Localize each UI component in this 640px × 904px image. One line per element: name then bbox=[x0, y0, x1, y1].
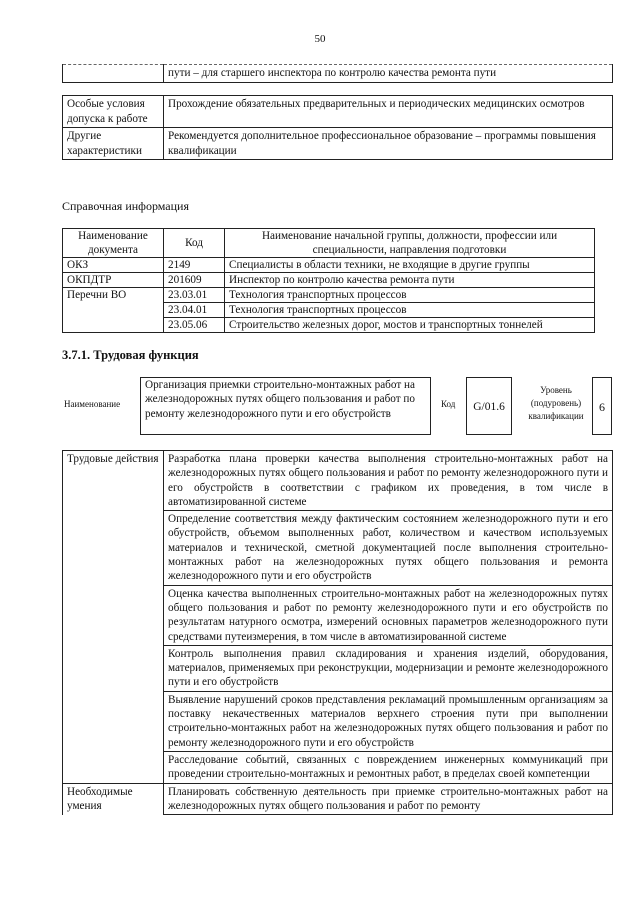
cell-name: Технология транспортных процессов bbox=[225, 288, 595, 303]
reference-header-row bbox=[63, 229, 595, 258]
reference-title: Справочная информация bbox=[62, 199, 189, 213]
skills-row bbox=[63, 783, 613, 815]
conditions-table bbox=[62, 95, 613, 160]
action-row bbox=[63, 585, 613, 645]
action-row bbox=[63, 691, 613, 751]
qualification-level-label: Уровень (подуровень) квалификации bbox=[528, 385, 584, 421]
condition-value: Прохождение обязательных предварительных и периодических медицинских осмотров bbox=[164, 96, 613, 128]
cell-code: 201609 bbox=[164, 273, 225, 288]
function-name-label: Наименование bbox=[64, 399, 121, 409]
top-fragment-table bbox=[62, 64, 613, 83]
cell-code: 23.05.06 bbox=[164, 318, 225, 333]
cell-code: 23.04.01 bbox=[164, 303, 225, 318]
action-item: Разработка плана проверки качества выполнения строительно-монтажных работ на железнодорожных путях общего пользования и работ по ремонту железнодорожного пути и его обустройств в соответствии с графиком их проведения, в том числе в автоматизированной системе bbox=[164, 451, 613, 511]
actions-label-blank bbox=[63, 645, 164, 691]
table-row bbox=[63, 273, 595, 288]
actions-label: Трудовые действия bbox=[63, 451, 164, 511]
page-number: 50 bbox=[314, 33, 326, 45]
cell-doc: ОКПДТР bbox=[63, 273, 164, 288]
table-row bbox=[63, 288, 595, 303]
top-fragment-text: пути – для старшего инспектора по контролю качества ремонта пути bbox=[164, 65, 613, 83]
actions-label-blank bbox=[63, 751, 164, 783]
cell-doc: ОКЗ bbox=[63, 258, 164, 273]
action-item: Оценка качества выполненных строительно-монтажных работ на железнодорожных путях общего пользования и работ по ремонту железнодорожного пути и его обустройств по результатам натурного осмотра, измерений основных параметров железнодорожного пути средствами путеизмерения, в том числе в автоматизированной системе bbox=[164, 585, 613, 645]
function-name: Организация приемки строительно-монтажных работ на железнодорожных путях общего пользования и работ по ремонту железнодорожного пути и его обустройств bbox=[140, 377, 431, 435]
condition-label: Другие характеристики bbox=[63, 128, 164, 160]
action-item: Контроль выполнения правил складирования и хранения изделий, оборудования, материалов, применяемых при реконструкции, модернизации и ремонте железнодорожного пути и его обустройств bbox=[164, 645, 613, 691]
header-name: Наименование начальной группы, должности, профессии или специальности, направления подготовки bbox=[225, 229, 595, 258]
cell-name: Инспектор по контролю качества ремонта пути bbox=[225, 273, 595, 288]
action-row bbox=[63, 451, 613, 511]
action-row bbox=[63, 645, 613, 691]
cell-code: 23.03.01 bbox=[164, 288, 225, 303]
cell-code: 2149 bbox=[164, 258, 225, 273]
labor-actions-table bbox=[62, 450, 613, 815]
table-row bbox=[63, 258, 595, 273]
action-row bbox=[63, 751, 613, 783]
action-row bbox=[63, 511, 613, 585]
cell-name: Строительство железных дорог, мостов и транспортных тоннелей bbox=[225, 318, 595, 333]
header-code: Код bbox=[164, 229, 225, 258]
header-doc: Наименование документа bbox=[63, 229, 164, 258]
function-code-label: Код bbox=[441, 399, 456, 409]
cell-name: Специалисты в области техники, не входящие в другие группы bbox=[225, 258, 595, 273]
actions-label-blank bbox=[63, 511, 164, 585]
actions-label-blank bbox=[63, 585, 164, 645]
skill-item: Планировать собственную деятельность при приемке строительно-монтажных работ на железнодорожных путях общего пользования и работ по ремонту bbox=[164, 783, 613, 815]
action-item: Выявление нарушений сроков представления рекламаций промышленным организациям за поставку некачественных материалов верхнего строения пути при выполнении строительно-монтажных работ на железнодорожных путях общего пользования и работ по ремонту железнодорожного пути и его обустройств bbox=[164, 691, 613, 751]
actions-label-blank bbox=[63, 691, 164, 751]
condition-row bbox=[63, 96, 613, 128]
reference-table bbox=[62, 228, 595, 333]
top-fragment-empty-cell bbox=[63, 65, 164, 83]
section-title: 3.7.1. Трудовая функция bbox=[62, 348, 199, 362]
condition-row bbox=[63, 128, 613, 160]
cell-name: Технология транспортных процессов bbox=[225, 303, 595, 318]
skills-label: Необходимые умения bbox=[63, 783, 164, 815]
condition-value: Рекомендуется дополнительное профессиональное образование – программы повышения квалификации bbox=[164, 128, 613, 160]
action-item: Определение соответствия между фактическим состоянием железнодорожного пути и его обустройств, объемом выполненных работ, количеством и качеством используемых материалов и технической, сметной документацией после выполнения строительно-монтажных работ на железнодорожных путях общего пользования и ремонта железнодорожного пути и его обустройств bbox=[164, 511, 613, 585]
qualification-level: 6 bbox=[592, 377, 612, 435]
function-code: G/01.6 bbox=[466, 377, 512, 435]
condition-label: Особые условия допуска к работе bbox=[63, 96, 164, 128]
action-item: Расследование событий, связанных с повреждением инженерных коммуникаций при проведении строительно-монтажных и ремонтных работ, в пределах своей компетенции bbox=[164, 751, 613, 783]
cell-doc: Перечни ВО bbox=[63, 288, 164, 333]
